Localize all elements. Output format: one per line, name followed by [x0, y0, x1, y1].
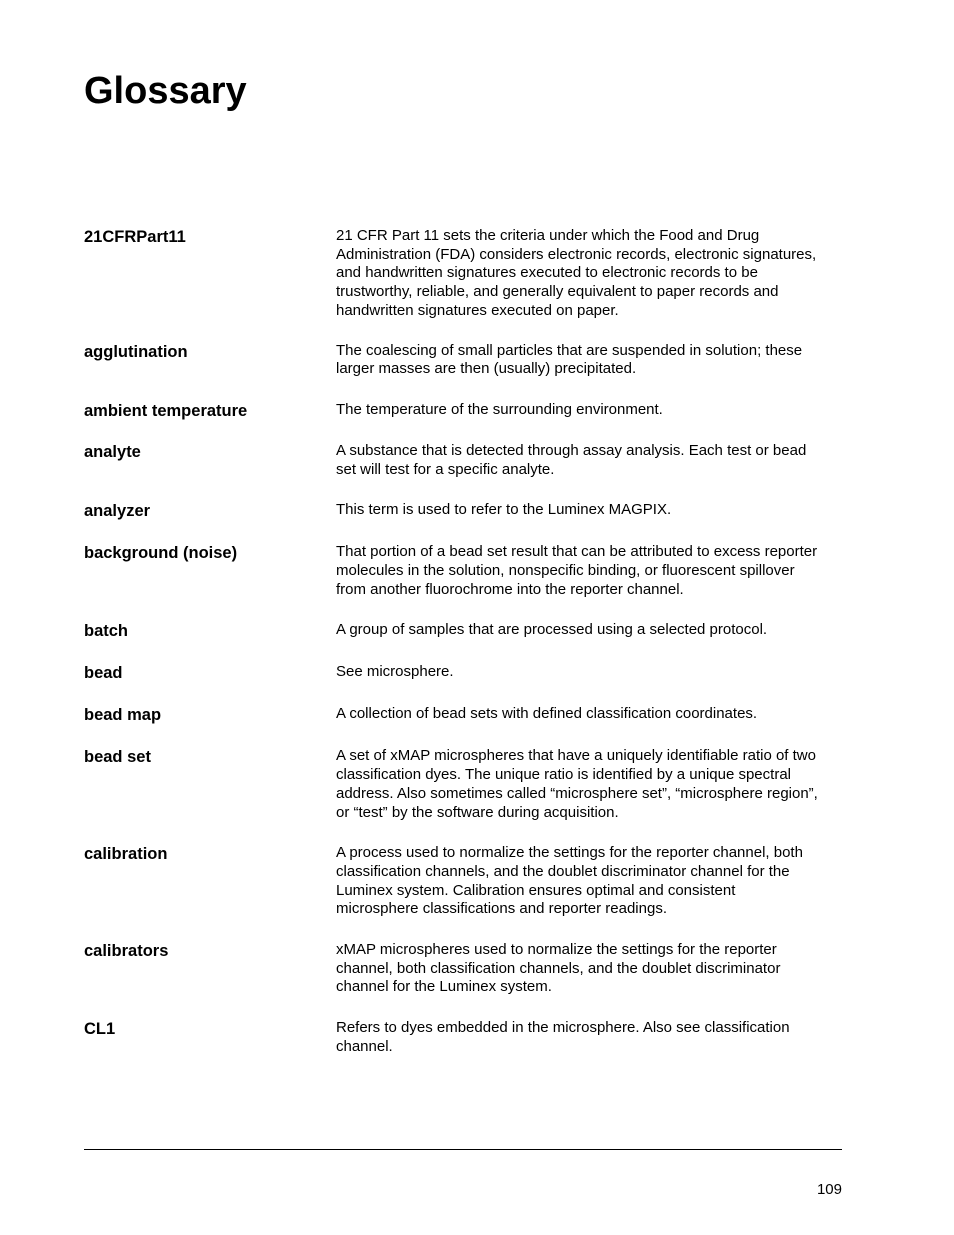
glossary-entry [84, 501, 844, 521]
glossary-term: calibration [84, 845, 168, 864]
glossary-definition: The temperature of the surrounding environment. [336, 400, 663, 418]
glossary-definition: A set of xMAP microspheres that have a uniquely identifiable ratio of two classification dyes. The unique ratio is identified by a unique spectral address. Also sometimes called “microsphere set”, “microsphere region”, or “test” by the software during acquisition. [336, 747, 818, 821]
glossary-entry [84, 227, 844, 321]
glossary-term: batch [84, 622, 129, 641]
footer-divider [84, 1149, 842, 1150]
glossary-definition: Refers to dyes embedded in the microsphere. Also see classification channel. [336, 1019, 790, 1055]
glossary-term: bead set [84, 748, 151, 767]
glossary-entry [84, 442, 844, 479]
glossary-entry [84, 342, 844, 379]
glossary-list [84, 227, 844, 1057]
glossary-definition: xMAP microspheres used to normalize the settings for the reporter channel, both classification channels, and the doublet discriminator channel for the Luminex system. [336, 941, 781, 996]
glossary-definition: A group of samples that are processed using a selected protocol. [336, 621, 768, 639]
glossary-entry [84, 621, 844, 641]
glossary-term: bead [84, 664, 123, 683]
glossary-definition: A process used to normalize the settings for the reporter channel, both classification channels, and the doublet discriminator channel for the Luminex system. Calibration ensures optimal and consistent microsphere classifications and reporter readings. [336, 844, 803, 918]
glossary-definition: This term is used to refer to the Luminex MAGPIX. [336, 501, 672, 519]
glossary-entry [84, 663, 844, 683]
glossary-entry [84, 747, 844, 822]
glossary-entry [84, 844, 844, 919]
glossary-term: background (noise) [84, 544, 238, 563]
glossary-definition: A collection of bead sets with defined classification coordinates. [336, 705, 758, 723]
glossary-definition: 21 CFR Part 11 sets the criteria under which the Food and Drug Administration (FDA) considers electronic records, electronic signatures, and handwritten signatures executed to electronic records to be trustworthy, reliable, and generally equivalent to paper records and handwritten signatures executed on paper. [336, 227, 817, 319]
glossary-definition: That portion of a bead set result that can be attributed to excess reporter molecules in the solution, nonspecific binding, or fluorescent spillover from another fluorochrome into the reporter channel. [336, 543, 818, 598]
glossary-entry [84, 941, 844, 997]
glossary-definition: A substance that is detected through assay analysis. Each test or bead set will test for a specific analyte. [336, 441, 807, 478]
glossary-term: analyzer [84, 502, 151, 521]
glossary-term: bead map [84, 706, 162, 725]
glossary-term: CL1 [84, 1020, 116, 1039]
glossary-entry [84, 401, 844, 421]
glossary-term: ambient temperature [84, 401, 248, 420]
glossary-entry [84, 1019, 844, 1056]
glossary-term: agglutination [84, 342, 188, 361]
page-title: Glossary [84, 70, 247, 112]
page-number: 109 [816, 1181, 842, 1198]
glossary-term: calibrators [84, 942, 169, 961]
glossary-term: 21CFRPart11 [84, 228, 186, 246]
glossary-definition: See microsphere. [336, 663, 454, 681]
glossary-term: analyte [84, 442, 141, 461]
glossary-definition: The coalescing of small particles that are suspended in solution; these larger masses are then (usually) precipitated. [336, 341, 803, 378]
glossary-entry [84, 705, 844, 725]
glossary-entry [84, 543, 844, 599]
